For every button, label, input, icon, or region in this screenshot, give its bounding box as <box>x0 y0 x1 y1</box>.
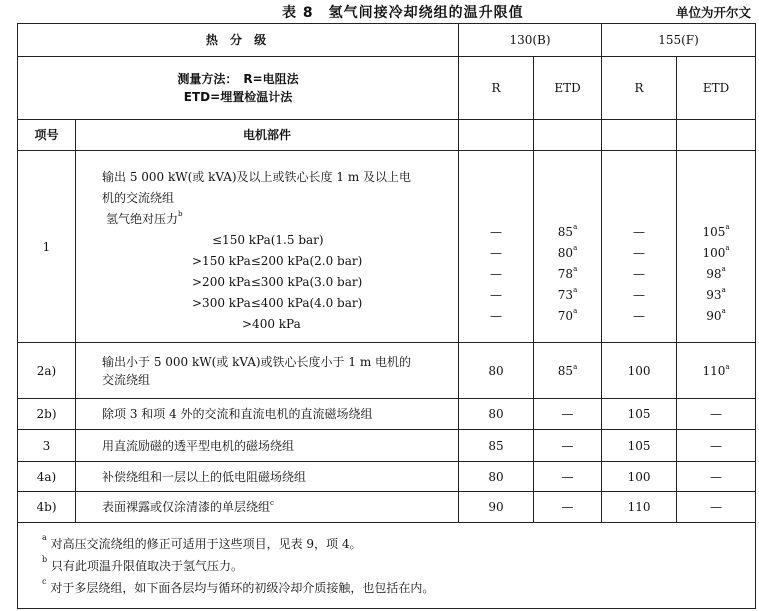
table-row <box>18 399 756 430</box>
method-line-2: ETD=埋置检温计法 <box>183 90 293 104</box>
etd130: 85$^a$ <box>534 343 602 399</box>
pressure-range-1: >150 kPa≤200 kPa(2.0 bar) <box>192 253 363 268</box>
col-r-155: R <box>602 57 677 120</box>
row-1-etd130 <box>534 151 602 343</box>
row-1-desc-line-2: 机的交流绕组 <box>102 190 175 205</box>
thermal-class-header: 热 分 级 <box>18 24 459 57</box>
table-row <box>18 343 756 399</box>
pressure-range-4: >400 kPa <box>242 316 301 331</box>
cell: 90$^a$ <box>706 307 726 323</box>
part-desc: 除项 3 和项 4 外的交流和直流电机的直流磁场绕组 <box>76 399 459 430</box>
r130: 90 <box>459 492 534 523</box>
r130: 85 <box>459 430 534 462</box>
cell: 73$^a$ <box>557 286 578 302</box>
row-1-etd155 <box>677 151 756 343</box>
item-no-header: 项号 <box>18 120 76 151</box>
r155: 100 <box>602 462 677 492</box>
cell: — <box>633 246 646 260</box>
col-r-130: R <box>459 57 534 120</box>
footnotes <box>18 523 756 609</box>
pressure-label <box>82 209 452 230</box>
empty-cell <box>602 120 677 151</box>
measurement-method <box>18 57 459 120</box>
table-row <box>18 462 756 492</box>
r155: 105 <box>602 430 677 462</box>
cell: — <box>490 246 503 260</box>
row-1-desc-line-1: 输出 5 000 kW(或 kVA)及以上或铁心长度 1 m 及以上电 <box>102 169 412 184</box>
etd155: — <box>677 462 756 492</box>
desc-line-1: 输出小于 5 000 kW(或 kVA)或铁心长度小于 1 m 电机的 <box>102 354 412 369</box>
r155: 100 <box>602 343 677 399</box>
cell: — <box>633 309 646 323</box>
footnote-c: $^c$ 对于多层绕组，如下面各层均与循环的初级冷却介质接触，也包括在内。 <box>42 576 435 595</box>
cell: 85$^a$ <box>557 223 578 239</box>
pressure-label-text: 氢气绝对压力 <box>106 211 179 226</box>
cell: — <box>490 288 503 302</box>
part-header: 电机部件 <box>76 120 459 151</box>
etd155: 110$^a$ <box>677 343 756 399</box>
cell: 98$^a$ <box>706 265 726 281</box>
class-155-header: 155(F) <box>602 24 756 57</box>
pressure-range-0: ≤150 kPa(1.5 bar) <box>212 232 324 247</box>
r155: 105 <box>602 399 677 430</box>
cell: 78$^a$ <box>557 265 578 281</box>
cell: 105$^a$ <box>702 223 730 239</box>
table-title-bar <box>0 2 759 22</box>
etd130: — <box>534 430 602 462</box>
item-no: 3 <box>18 430 76 462</box>
row-1-r155 <box>602 151 677 343</box>
etd155: — <box>677 492 756 523</box>
etd130: — <box>534 492 602 523</box>
row-1-desc <box>76 151 459 343</box>
etd130: — <box>534 462 602 492</box>
footnote-a: $^a$ 对高压交流绕组的修正可适用于这些项目，见表 9，项 4。 <box>42 532 362 551</box>
cell: — <box>490 225 503 239</box>
pressure-sup: b <box>178 209 183 218</box>
part-desc: 用直流励磁的透平型电机的磁场绕组 <box>76 430 459 462</box>
notes-row <box>18 523 756 609</box>
table-row <box>18 430 756 462</box>
temperature-rise-table <box>17 23 756 609</box>
empty-cell <box>534 120 602 151</box>
thermal-class-row <box>18 24 756 57</box>
cell: 70$^a$ <box>557 307 578 323</box>
part-desc: 补偿绕组和一层以上的低电阻磁场绕组 <box>76 462 459 492</box>
empty-cell <box>677 120 756 151</box>
etd130: — <box>534 399 602 430</box>
col-etd-155: ETD <box>677 57 756 120</box>
item-no: 2a) <box>18 343 76 399</box>
part-desc <box>76 343 459 399</box>
column-label-row <box>18 120 756 151</box>
part-desc: 表面裸露或仅涂清漆的单层绕组$^c$ <box>76 492 459 523</box>
class-130-header: 130(B) <box>459 24 602 57</box>
col-etd-130: ETD <box>534 57 602 120</box>
cell: — <box>633 225 646 239</box>
table-row <box>18 492 756 523</box>
cell: 100$^a$ <box>702 244 730 260</box>
row-1-no: 1 <box>18 151 76 343</box>
cell: — <box>633 267 646 281</box>
desc-line-2: 交流绕组 <box>102 372 151 387</box>
cell: 93$^a$ <box>706 286 726 302</box>
empty-cell <box>459 120 534 151</box>
item-no: 4b) <box>18 492 76 523</box>
item-no: 4a) <box>18 462 76 492</box>
pressure-range-2: >200 kPa≤300 kPa(3.0 bar) <box>192 274 363 289</box>
table-row-1 <box>18 151 756 343</box>
method-line-1: 测量方法： R=电阻法 <box>177 72 299 86</box>
unit-label: 单位为开尔文 <box>675 5 751 20</box>
r130: 80 <box>459 343 534 399</box>
r130: 80 <box>459 399 534 430</box>
r130: 80 <box>459 462 534 492</box>
row-1-r130 <box>459 151 534 343</box>
cell: — <box>633 288 646 302</box>
cell: — <box>490 309 503 323</box>
r155: 110 <box>602 492 677 523</box>
method-row <box>18 57 756 120</box>
item-no: 2b) <box>18 399 76 430</box>
cell: — <box>490 267 503 281</box>
etd155: — <box>677 430 756 462</box>
footnote-b: $^b$ 只有此项温升限值取决于氢气压力。 <box>42 554 243 573</box>
etd155: — <box>677 399 756 430</box>
table-title: 表 8 氢气间接冷却绕组的温升限值 <box>282 5 524 21</box>
pressure-range-3: >300 kPa≤400 kPa(4.0 bar) <box>192 295 363 310</box>
cell: 80$^a$ <box>557 244 578 260</box>
